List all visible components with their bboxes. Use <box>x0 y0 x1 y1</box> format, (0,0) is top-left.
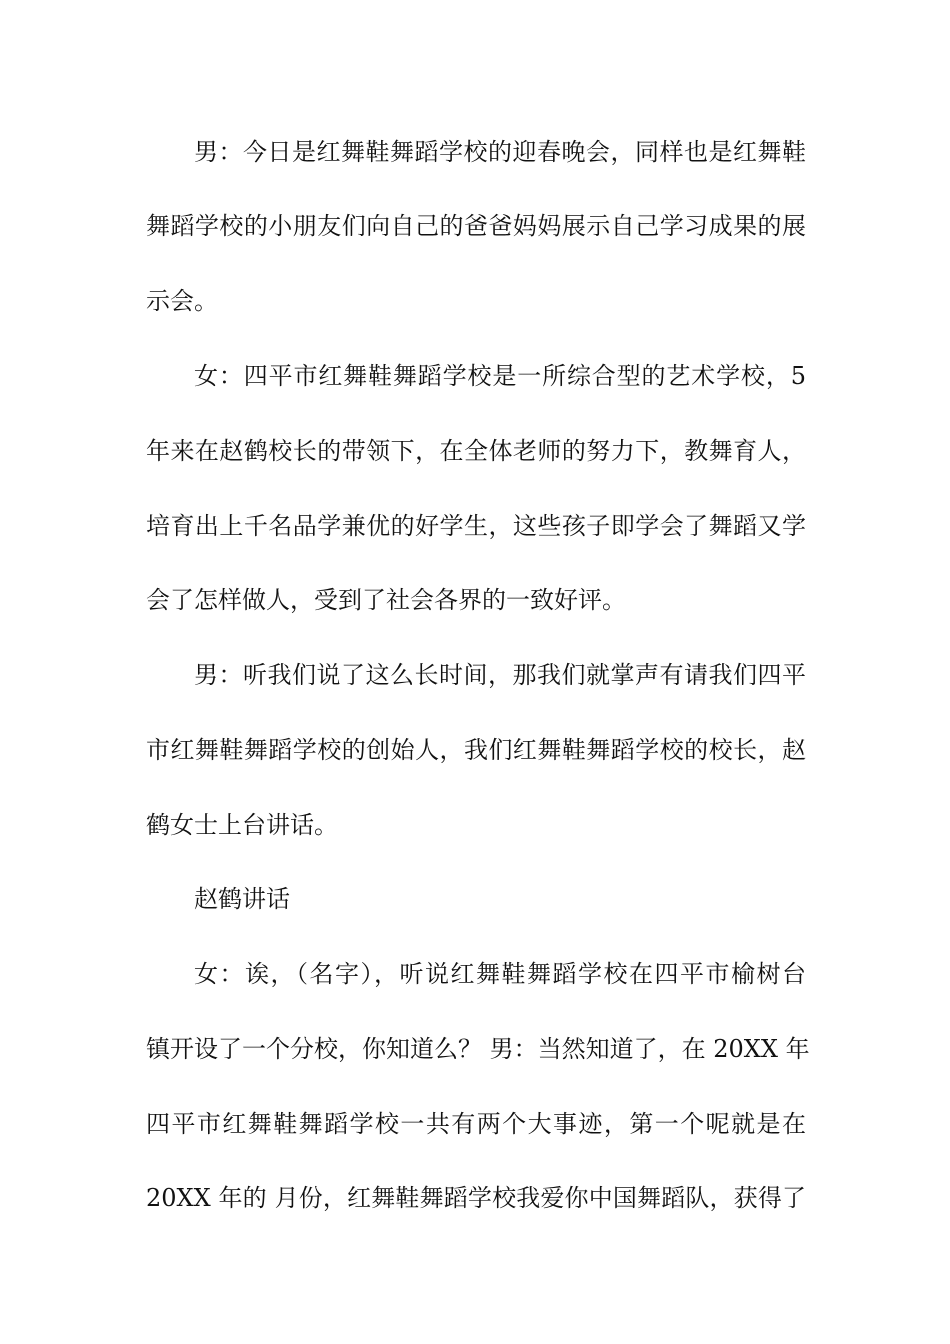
paragraph-4-line-1: 赵鹤讲话 <box>194 885 290 913</box>
paragraph-2-line-2: 年来在赵鹤校长的带领下，在全体老师的努力下，教舞育人， <box>146 437 806 465</box>
paragraph-1-line-3: 示会。 <box>146 287 218 315</box>
paragraph-1-line-2: 舞蹈学校的小朋友们向自己的爸爸妈妈展示自己学习成果的展 <box>146 212 806 240</box>
paragraph-5-line-4: 20XX 年的 月份，红舞鞋舞蹈学校我爱你中国舞蹈队，获得了 <box>146 1184 806 1212</box>
paragraph-2-line-1: 女：四平市红舞鞋舞蹈学校是一所综合型的艺术学校，5 <box>194 362 806 390</box>
paragraph-2-line-4: 会了怎样做人，受到了社会各界的一致好评。 <box>146 586 626 614</box>
paragraph-5-line-2: 镇开设了一个分校，你知道么？ 男：当然知道了，在 20XX 年 <box>146 1035 810 1063</box>
paragraph-5-line-1: 女：诶，（名字），听说红舞鞋舞蹈学校在四平市榆树台 <box>194 960 806 988</box>
paragraph-3-line-1: 男：听我们说了这么长时间，那我们就掌声有请我们四平 <box>194 661 806 689</box>
paragraph-1-line-1: 男：今日是红舞鞋舞蹈学校的迎春晚会，同样也是红舞鞋 <box>194 138 806 166</box>
paragraph-3-line-2: 市红舞鞋舞蹈学校的创始人，我们红舞鞋舞蹈学校的校长，赵 <box>146 736 806 764</box>
paragraph-5-line-3: 四平市红舞鞋舞蹈学校一共有两个大事迹，第一个呢就是在 <box>146 1110 806 1138</box>
paragraph-3-line-3: 鹤女士上台讲话。 <box>146 811 338 839</box>
paragraph-2-line-3: 培育出上千名品学兼优的好学生，这些孩子即学会了舞蹈又学 <box>146 512 806 540</box>
